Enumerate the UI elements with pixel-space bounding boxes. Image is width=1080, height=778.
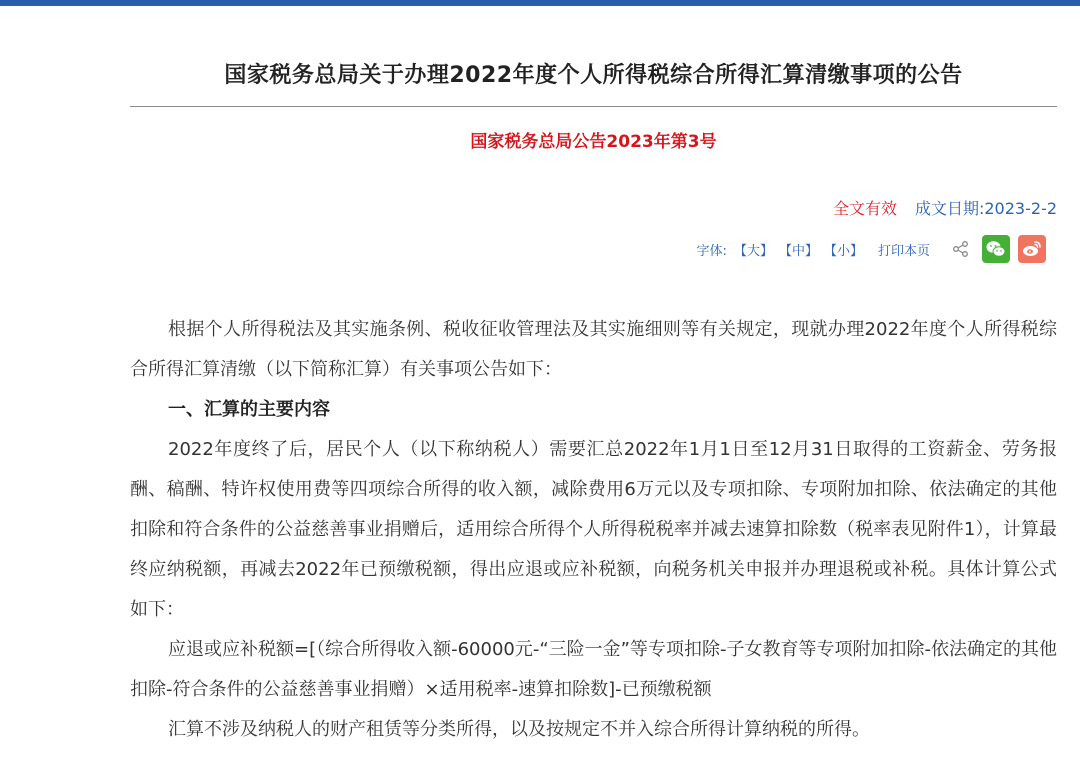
page-title: 国家税务总局关于办理2022年度个人所得税综合所得汇算清缴事项的公告	[224, 63, 963, 88]
share-icon[interactable]	[950, 238, 972, 260]
top-banner-bar	[0, 0, 1080, 6]
intro-paragraph: 根据个人所得税法及其实施条例、税收征收管理法及其实施细则等有关规定，现就办理2022年度个人所得税综合所得汇算清缴（以下简称汇算）有关事项公告如下：	[130, 319, 1057, 380]
document-meta	[833, 196, 1057, 219]
weibo-icon[interactable]	[1018, 235, 1046, 263]
section-heading: 一、汇算的主要内容	[168, 399, 330, 420]
document-number: 国家税务总局公告2023年第3号	[470, 132, 717, 152]
font-size-medium-button[interactable]: 【中】	[778, 243, 818, 259]
article-body	[130, 310, 1057, 750]
font-size-small-button[interactable]: 【小】	[823, 243, 863, 259]
font-size-large-button[interactable]: 【大】	[733, 243, 773, 259]
title-divider	[130, 106, 1057, 107]
article-toolbar	[697, 234, 1046, 264]
formula-paragraph: 应退或应补税额=[（综合所得收入额-60000元-“三险一金”等专项扣除-子女教育等专项附加扣除-依法确定的其他扣除-符合条件的公益慈善事业捐赠）×适用税率-速算扣除数]-已预缴税额	[130, 639, 1057, 700]
issue-date-label: 成文日期:	[914, 199, 985, 218]
wechat-icon[interactable]	[982, 235, 1010, 263]
issue-date-value: 2023-2-2	[984, 199, 1057, 218]
print-page-button[interactable]: 打印本页	[877, 243, 930, 259]
font-size-label: 字体:	[696, 243, 727, 259]
body-paragraph: 汇算不涉及纳税人的财产租赁等分类所得，以及按规定不并入综合所得计算纳税的所得。	[168, 719, 870, 740]
validity-status: 全文有效	[832, 199, 897, 218]
body-paragraph: 2022年度终了后，居民个人（以下称纳税人）需要汇总2022年1月1日至12月31日取得的工资薪金、劳务报酬、稿酬、特许权使用费等四项综合所得的收入额，减除费用6万元以及专项扣除、专项附加扣除、依法确定的其他扣除和符合条件的公益慈善事业捐赠后，适用综合所得个人所得税税率并减去速算扣除数（税率表见附件1），计算最终应纳税额，再减去2022年已预缴税额，得出应退或应补税额，向税务机关申报并办理退税或补税。具体计算公式如下：	[130, 439, 1057, 620]
